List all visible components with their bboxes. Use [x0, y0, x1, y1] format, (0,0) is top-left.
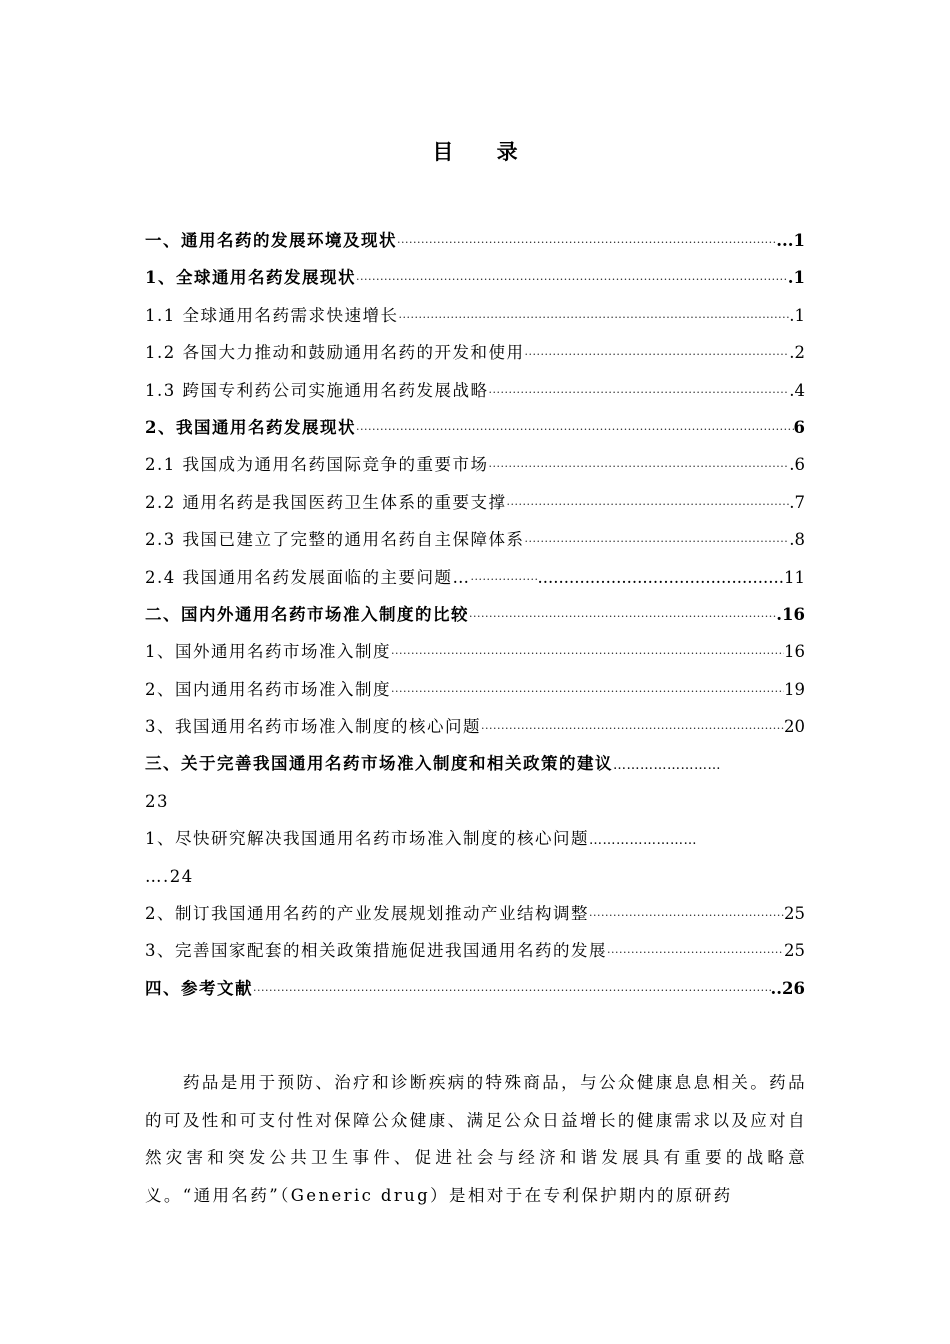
toc-entry-page: 6 [793, 417, 805, 437]
toc-entry[interactable] [145, 446, 805, 483]
toc-entry-page: .4 [789, 380, 805, 400]
toc-entry[interactable] [145, 596, 805, 633]
toc-leader-dots [589, 897, 784, 932]
body-text [145, 1064, 807, 1214]
table-of-contents [145, 222, 805, 1007]
toc-entry-page: .8 [789, 530, 805, 550]
toc-entry-text: 2.3 我国已建立了完整的通用名药自主保障体系 [145, 530, 525, 550]
toc-entry[interactable] [145, 559, 805, 596]
toc-entry-text: 1.3 跨国专利药公司实施通用名药发展战略 [145, 380, 489, 400]
toc-leader-dots [391, 635, 784, 670]
toc-leader-dots [471, 561, 538, 596]
toc-entry-page: .6 [789, 455, 805, 475]
toc-entry-long-1-page: 23 [145, 791, 169, 811]
toc-entry-text: 2、我国通用名药发展现状 [145, 417, 356, 437]
toc-entry-text: 四、参考文献 [145, 978, 253, 998]
toc-entry-text: 1、国外通用名药市场准入制度 [145, 642, 391, 662]
toc-entry-page: .7 [789, 492, 805, 512]
toc-entry-long-1 [145, 745, 805, 782]
toc-entry[interactable] [145, 932, 805, 969]
toc-entry[interactable] [145, 671, 805, 708]
toc-entry-text: 2、制订我国通用名药的产业发展规划推动产业结构调整 [145, 904, 589, 924]
toc-entry-page: .1 [789, 305, 805, 325]
toc-entry[interactable] [145, 970, 805, 1007]
toc-entry-text: 一、通用名药的发展环境及现状 [145, 231, 397, 250]
toc-leader-dots [399, 299, 790, 334]
toc-entry-long-2-page: ….24 [145, 866, 194, 886]
toc-leader-dots [391, 673, 784, 708]
toc-leader-dots [489, 448, 790, 483]
toc-leader-dots [489, 374, 790, 409]
toc-entry-page: 19 [784, 679, 805, 699]
toc-entry-page: 25 [784, 941, 805, 961]
toc-entry[interactable] [145, 409, 805, 446]
toc-entry[interactable] [145, 521, 805, 558]
toc-leader-dots [356, 411, 794, 446]
toc-title: 目 录 [432, 139, 536, 164]
toc-entry-page: .16 [776, 604, 805, 624]
toc-entry-text: 二、国内外通用名药市场准入制度的比较 [145, 604, 469, 624]
toc-entry-text: 3、我国通用名药市场准入制度的核心问题 [145, 717, 481, 737]
toc-entry-text: 三、关于完善我国通用名药市场准入制度和相关政策的建议 [145, 754, 613, 774]
toc-entry[interactable] [145, 372, 805, 409]
toc-entry[interactable] [145, 633, 805, 670]
toc-leader-dots [253, 972, 771, 1007]
toc-entry-page: ..26 [770, 978, 805, 998]
toc-leader-dots [469, 598, 776, 633]
toc-entry[interactable] [145, 484, 805, 521]
toc-entry[interactable] [145, 259, 805, 296]
toc-leader-dots [525, 523, 790, 558]
toc-entry-text: 2.1 我国成为通用名药国际竞争的重要市场 [145, 455, 489, 475]
toc-entry-dots: …………………… [589, 833, 697, 849]
toc-entry-page: .2 [789, 343, 805, 363]
toc-entry-text: 2.4 我国通用名药发展面临的主要问题… [145, 567, 471, 587]
toc-entry[interactable] [145, 895, 805, 932]
toc-entry-text: 1.2 各国大力推动和鼓励通用名药的开发和使用 [145, 343, 525, 363]
toc-entry-page: ...............................................11 [537, 567, 805, 587]
toc-entry-page: 25 [784, 904, 805, 924]
toc-entry-dots: …………………… [613, 758, 721, 774]
toc-entry-long-2 [145, 820, 805, 857]
toc-entry[interactable] [145, 334, 805, 371]
toc-leader-dots [356, 261, 788, 296]
toc-entry-text: 2.2 通用名药是我国医药卫生体系的重要支撑 [145, 492, 507, 512]
toc-leader-dots [507, 486, 790, 521]
toc-leader-dots [525, 336, 790, 371]
toc-entry[interactable] [145, 297, 805, 334]
toc-entry-text: 1.1 全球通用名药需求快速增长 [145, 305, 399, 325]
toc-entry[interactable] [145, 222, 805, 259]
toc-entry-page: .1 [787, 268, 805, 288]
body-paragraph: 药品是用于预防、治疗和诊断疾病的特殊商品，与公众健康息息相关。药品的可及性和可支付性对保障公众健康、满足公众日益增长的健康需求以及应对自然灾害和突发公共卫生事件、促进社会与经济和谐发展具有重要的战略意义。“通用名药”（Generic drug）是相对于在专利保护期内的原研药 [145, 1073, 807, 1205]
toc-leader-dots [607, 934, 784, 969]
toc-entry-text: 1、尽快研究解决我国通用名药市场准入制度的核心问题 [145, 829, 589, 849]
toc-entry-text: 2、国内通用名药市场准入制度 [145, 679, 391, 699]
toc-entry-page: 16 [784, 642, 805, 662]
toc-leader-dots [481, 710, 784, 745]
toc-entry-text: 1、全球通用名药发展现状 [145, 268, 356, 288]
toc-entry-text: 3、完善国家配套的相关政策措施促进我国通用名药的发展 [145, 941, 607, 961]
toc-leader-dots [397, 224, 776, 259]
toc-entry-page: 20 [784, 717, 805, 737]
toc-entry-page: ...1 [776, 231, 805, 250]
toc-entry[interactable] [145, 708, 805, 745]
